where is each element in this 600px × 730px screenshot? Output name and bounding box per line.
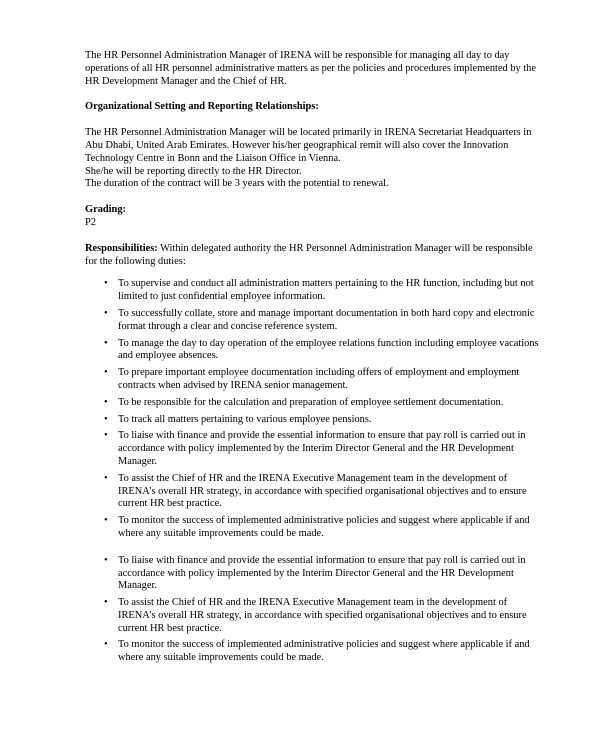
duty-item: • To liaise with finance and provide the essential information to ensure that pay roll is carried out in accordance with policy implemented by the Interim Director General and the HR Development Manager.	[118, 430, 540, 468]
duty-item: • To be responsible for the calculation and preparation of employee settlement documentation.	[118, 397, 540, 410]
duty-item: • To assist the Chief of HR and the IRENA Executive Management team in the development of IRENA’s overall HR strategy, in accordance with specified organisational objectives and to ensure current HR best practice.	[118, 597, 540, 635]
duty-item: • To track all matters pertaining to various employee pensions.	[118, 414, 540, 427]
duty-item: • To assist the Chief of HR and the IRENA Executive Management team in the development of IRENA’s overall HR strategy, in accordance with specified organisational objectives and to ensure current HR best practice.	[118, 473, 540, 511]
grading-value: P2	[85, 216, 96, 228]
responsibilities-section	[85, 243, 540, 665]
org-heading: Organizational Setting and Reporting Relationships:	[85, 101, 319, 113]
duty-item: • To monitor the success of implemented administrative policies and suggest where applicable if and where any suitable improvements could be made.	[118, 515, 540, 541]
duty-item: • To liaise with finance and provide the essential information to ensure that pay roll is carried out in accordance with policy implemented by the Interim Director General and the HR Development Manager.	[118, 555, 540, 593]
duty-item: • To manage the day to day operation of the employee relations function including employee vacations and employee absences.	[118, 338, 540, 364]
grading-heading: Grading:	[85, 204, 126, 216]
duty-item: • To successfully collate, store and manage important documentation in both hard copy and electronic format through a clear and concise reference system.	[118, 308, 540, 334]
org-section	[85, 101, 540, 191]
org-line-location: The HR Personnel Administration Manager will be located primarily in IRENA Secretariat Headquarters in Abu Dhabi, United Arab Emirates. However his/her geographical remit will also cover the Innovation Technology Centre in Bonn and the Liaison Office in Vienna.	[85, 127, 532, 164]
grading-section	[85, 204, 540, 230]
org-line-reporting: She/he will be reporting directly to the HR Director.	[85, 165, 302, 177]
duties-list	[85, 278, 540, 665]
responsibilities-intro	[85, 243, 540, 269]
duty-item: • To supervise and conduct all administration matters pertaining to the HR function, including but not limited to just confidential employee information.	[118, 278, 540, 304]
responsibilities-text: Within delegated authority the HR Personnel Administration Manager will be responsible for the following duties:	[85, 242, 533, 267]
responsibilities-heading: Responsibilities:	[85, 242, 158, 254]
duty-item: • To prepare important employee documentation including offers of employment and employment contracts when advised by IRENA senior management.	[118, 367, 540, 393]
intro-paragraph: The HR Personnel Administration Manager of IRENA will be responsible for managing all day to day operations of all HR personnel administrative matters as per the policies and procedures implemented by the HR Development Manager and the Chief of HR.	[85, 50, 536, 87]
duty-item: • To monitor the success of implemented administrative policies and suggest where applicable if and where any suitable improvements could be made.	[118, 639, 540, 665]
org-line-duration: The duration of the contract will be 3 years with the potential to renewal.	[85, 178, 389, 190]
